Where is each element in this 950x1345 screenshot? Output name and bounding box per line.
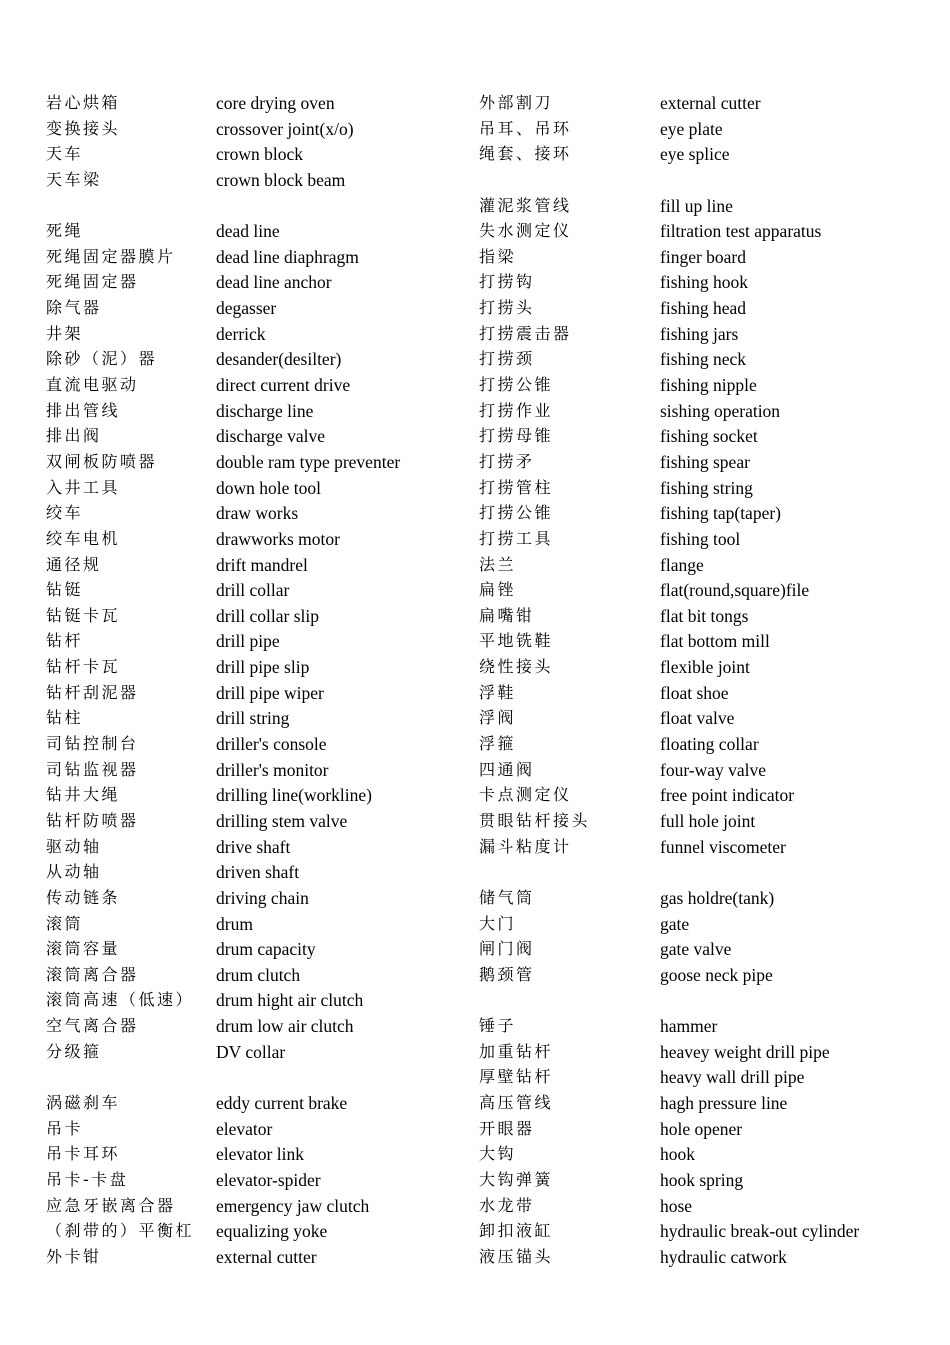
chinese-term: 滚筒容量	[46, 939, 121, 959]
english-term: drill string	[216, 708, 290, 729]
english-term: four-way valve	[660, 759, 767, 780]
chinese-term: 法兰	[479, 554, 517, 574]
english-term: gate valve	[660, 939, 732, 960]
english-term: hole opener	[660, 1118, 743, 1139]
chinese-term: 储气筒	[479, 887, 535, 907]
english-term: filtration test apparatus	[660, 221, 822, 242]
chinese-term: 绞车	[46, 503, 84, 523]
english-term: fishing spear	[660, 451, 750, 472]
english-term: discharge line	[216, 400, 314, 421]
english-term: drill pipe slip	[216, 657, 310, 678]
chinese-term: 浮阀	[479, 708, 517, 728]
chinese-term: 司钻控制台	[46, 734, 139, 754]
chinese-term: 岩心烘箱	[46, 93, 121, 112]
chinese-term: 卡点测定仪	[479, 785, 572, 805]
english-term: double ram type preventer	[216, 451, 401, 472]
chinese-term: 钻井大绳	[46, 785, 121, 805]
chinese-term: 打捞公锥	[479, 375, 554, 395]
chinese-term: 钻柱	[46, 708, 84, 728]
chinese-term: 钻杆	[46, 631, 84, 651]
chinese-term: 死绳	[46, 221, 84, 241]
english-term: degasser	[216, 298, 277, 319]
chinese-term: 滚筒离合器	[46, 964, 139, 984]
chinese-term: 司钻监视器	[46, 759, 139, 779]
english-term: float shoe	[660, 682, 729, 703]
chinese-term: 从动轴	[46, 862, 102, 882]
english-term: fishing tap(taper)	[660, 503, 781, 524]
english-term: external cutter	[216, 1246, 317, 1267]
chinese-term: 打捞钩	[479, 272, 535, 292]
chinese-term: 大钩弹簧	[479, 1169, 554, 1189]
english-term: drum	[216, 913, 253, 934]
english-term: drum capacity	[216, 939, 316, 960]
chinese-term: 入井工具	[46, 477, 121, 497]
english-term: hammer	[660, 1016, 718, 1037]
chinese-term: 排出管线	[46, 400, 121, 420]
chinese-term: 浮鞋	[479, 682, 517, 702]
chinese-term: 钻铤	[46, 580, 84, 600]
chinese-term: 贯眼钻杆接头	[479, 810, 591, 830]
chinese-term: 空气离合器	[46, 1016, 139, 1036]
english-term: flat bottom mill	[660, 631, 770, 652]
english-term: driller's monitor	[216, 759, 329, 780]
chinese-term: 绳套、接环	[479, 144, 572, 164]
chinese-term: 井架	[46, 323, 84, 343]
english-term: fill up line	[660, 195, 733, 216]
english-term: hagh pressure line	[660, 1092, 788, 1113]
english-term: desander(desilter)	[216, 349, 342, 370]
chinese-term: 传动链条	[46, 887, 121, 907]
chinese-term: 吊耳、吊环	[479, 118, 572, 138]
english-term: driving chain	[216, 887, 309, 908]
english-term: discharge valve	[216, 426, 326, 447]
chinese-term: 打捞矛	[479, 451, 535, 471]
chinese-term: 锤子	[479, 1016, 517, 1036]
chinese-term: 应急牙嵌离合器	[46, 1195, 176, 1215]
chinese-term: 除砂（泥）器	[46, 349, 158, 369]
chinese-term: 吊卡	[46, 1118, 84, 1138]
chinese-term: 打捞管柱	[479, 477, 554, 497]
english-term: dead line anchor	[216, 272, 332, 293]
english-term: fishing neck	[660, 349, 747, 370]
english-term: floating collar	[660, 734, 759, 755]
english-term: hose	[660, 1195, 693, 1216]
chinese-term: 鹅颈管	[479, 964, 535, 984]
english-term: hydraulic break-out cylinder	[660, 1221, 860, 1242]
chinese-term: 除气器	[46, 298, 102, 318]
english-term: eye splice	[660, 144, 730, 165]
chinese-term: 大钩	[479, 1144, 517, 1164]
english-term: core drying oven	[216, 93, 335, 113]
chinese-term: 水龙带	[479, 1195, 535, 1215]
english-term: fishing jars	[660, 323, 739, 344]
chinese-term: 高压管线	[479, 1092, 554, 1112]
chinese-term: 天车梁	[46, 169, 102, 189]
chinese-term: 打捞震击器	[479, 323, 572, 343]
chinese-term: 涡磁刹车	[46, 1092, 121, 1112]
english-term: goose neck pipe	[660, 964, 773, 985]
chinese-term: 绕性接头	[479, 657, 554, 677]
chinese-term: 打捞头	[479, 298, 535, 318]
chinese-term: 吊卡耳环	[46, 1144, 121, 1164]
english-term: drawworks motor	[216, 528, 340, 549]
english-term: finger board	[660, 246, 747, 267]
chinese-term: 外部割刀	[479, 93, 554, 112]
english-term: DV collar	[216, 1041, 286, 1062]
english-term: fishing tool	[660, 528, 741, 549]
chinese-term: 大门	[479, 913, 517, 933]
english-term: funnel viscometer	[660, 836, 786, 857]
chinese-term: 驱动轴	[46, 836, 102, 856]
english-term: dead line	[216, 221, 280, 242]
english-term: flat bit tongs	[660, 605, 749, 626]
chinese-term: 打捞公锥	[479, 503, 554, 523]
chinese-term: 钻杆防喷器	[46, 810, 139, 830]
english-term: drill pipe	[216, 631, 280, 652]
english-term: fishing socket	[660, 426, 758, 447]
english-term: drum low air clutch	[216, 1016, 354, 1037]
chinese-term: 四通阀	[479, 759, 535, 779]
chinese-term: 钻杆刮泥器	[46, 682, 139, 702]
english-term: eye plate	[660, 118, 723, 139]
chinese-term: 打捞工具	[479, 528, 554, 548]
english-term: crown block	[216, 144, 303, 165]
english-term: hydraulic catwork	[660, 1246, 787, 1267]
english-term: drum hight air clutch	[216, 990, 364, 1011]
chinese-term: 变换接头	[46, 118, 121, 138]
english-term: drilling stem valve	[216, 810, 348, 831]
chinese-term: 钻杆卡瓦	[46, 657, 121, 677]
english-term: float valve	[660, 708, 735, 729]
chinese-term: （刹带的）平衡杠	[46, 1221, 195, 1241]
chinese-term: 液压锚头	[479, 1246, 554, 1266]
chinese-term: 开眼器	[479, 1118, 535, 1138]
chinese-term: 钻铤卡瓦	[46, 605, 121, 625]
chinese-term: 指梁	[479, 246, 517, 266]
english-term: free point indicator	[660, 785, 795, 806]
english-term: hook spring	[660, 1169, 744, 1190]
chinese-term: 灌泥浆管线	[479, 195, 572, 215]
english-term: sishing operation	[660, 400, 781, 421]
english-term: fishing head	[660, 298, 747, 319]
english-term: emergency jaw clutch	[216, 1195, 370, 1216]
english-term: driller's console	[216, 734, 327, 755]
english-term: fishing string	[660, 477, 753, 498]
chinese-term: 双闸板防喷器	[46, 451, 158, 471]
english-term: heavey weight drill pipe	[660, 1041, 830, 1062]
english-term: full hole joint	[660, 810, 756, 831]
chinese-term: 平地铣鞋	[479, 631, 554, 651]
english-term: flange	[660, 554, 704, 575]
english-term: eddy current brake	[216, 1092, 348, 1113]
english-term: crown block beam	[216, 169, 346, 190]
chinese-term: 外卡钳	[46, 1246, 102, 1266]
chinese-term: 加重钻杆	[479, 1041, 554, 1061]
chinese-term: 滚筒高速（低速）	[46, 990, 195, 1010]
english-term: equalizing yoke	[216, 1221, 328, 1242]
english-term: drill collar	[216, 580, 290, 601]
english-term: drill pipe wiper	[216, 682, 324, 703]
english-term: gate	[660, 913, 690, 934]
english-term: drill collar slip	[216, 605, 320, 626]
chinese-term: 失水测定仪	[479, 221, 572, 241]
chinese-term: 扁嘴钳	[479, 605, 535, 625]
english-term: flexible joint	[660, 657, 750, 678]
chinese-term: 通径规	[46, 554, 102, 574]
english-term: drilling line(workline)	[216, 785, 373, 806]
chinese-term: 滚筒	[46, 913, 84, 933]
chinese-term: 绞车电机	[46, 528, 121, 548]
chinese-term: 打捞作业	[479, 400, 554, 420]
english-term: driven shaft	[216, 862, 300, 883]
chinese-term: 死绳固定器	[46, 272, 139, 292]
chinese-term: 闸门阀	[479, 939, 535, 959]
chinese-term: 直流电驱动	[46, 375, 139, 395]
english-term: dead line diaphragm	[216, 246, 359, 267]
chinese-term: 卸扣液缸	[479, 1221, 554, 1241]
english-term: drive shaft	[216, 836, 291, 857]
english-term: elevator link	[216, 1144, 304, 1165]
english-term: draw works	[216, 503, 299, 524]
chinese-term: 打捞颈	[479, 349, 535, 369]
english-term: external cutter	[660, 93, 761, 113]
chinese-term: 天车	[46, 144, 84, 164]
english-term: flat(round,square)file	[660, 580, 810, 601]
chinese-term: 打捞母锥	[479, 426, 554, 446]
chinese-term: 浮箍	[479, 734, 517, 754]
chinese-term: 扁锉	[479, 580, 517, 600]
chinese-term: 死绳固定器膜片	[46, 246, 176, 266]
english-term: down hole tool	[216, 477, 321, 498]
english-term: crossover joint(x/o)	[216, 118, 354, 139]
english-term: elevator-spider	[216, 1169, 321, 1190]
chinese-term: 排出阀	[46, 426, 102, 446]
english-term: fishing hook	[660, 272, 748, 293]
chinese-term: 吊卡-卡盘	[46, 1169, 129, 1189]
chinese-term: 分级箍	[46, 1041, 102, 1061]
english-term: direct current drive	[216, 375, 351, 396]
english-term: fishing nipple	[660, 375, 757, 396]
english-term: drum clutch	[216, 964, 301, 985]
english-term: gas holdre(tank)	[660, 887, 775, 908]
english-term: elevator	[216, 1118, 273, 1139]
english-term: hook	[660, 1144, 695, 1165]
chinese-term: 厚壁钻杆	[479, 1067, 554, 1087]
english-term: drift mandrel	[216, 554, 308, 575]
english-term: derrick	[216, 323, 266, 344]
chinese-term: 漏斗粘度计	[479, 836, 572, 856]
english-term: heavy wall drill pipe	[660, 1067, 805, 1088]
